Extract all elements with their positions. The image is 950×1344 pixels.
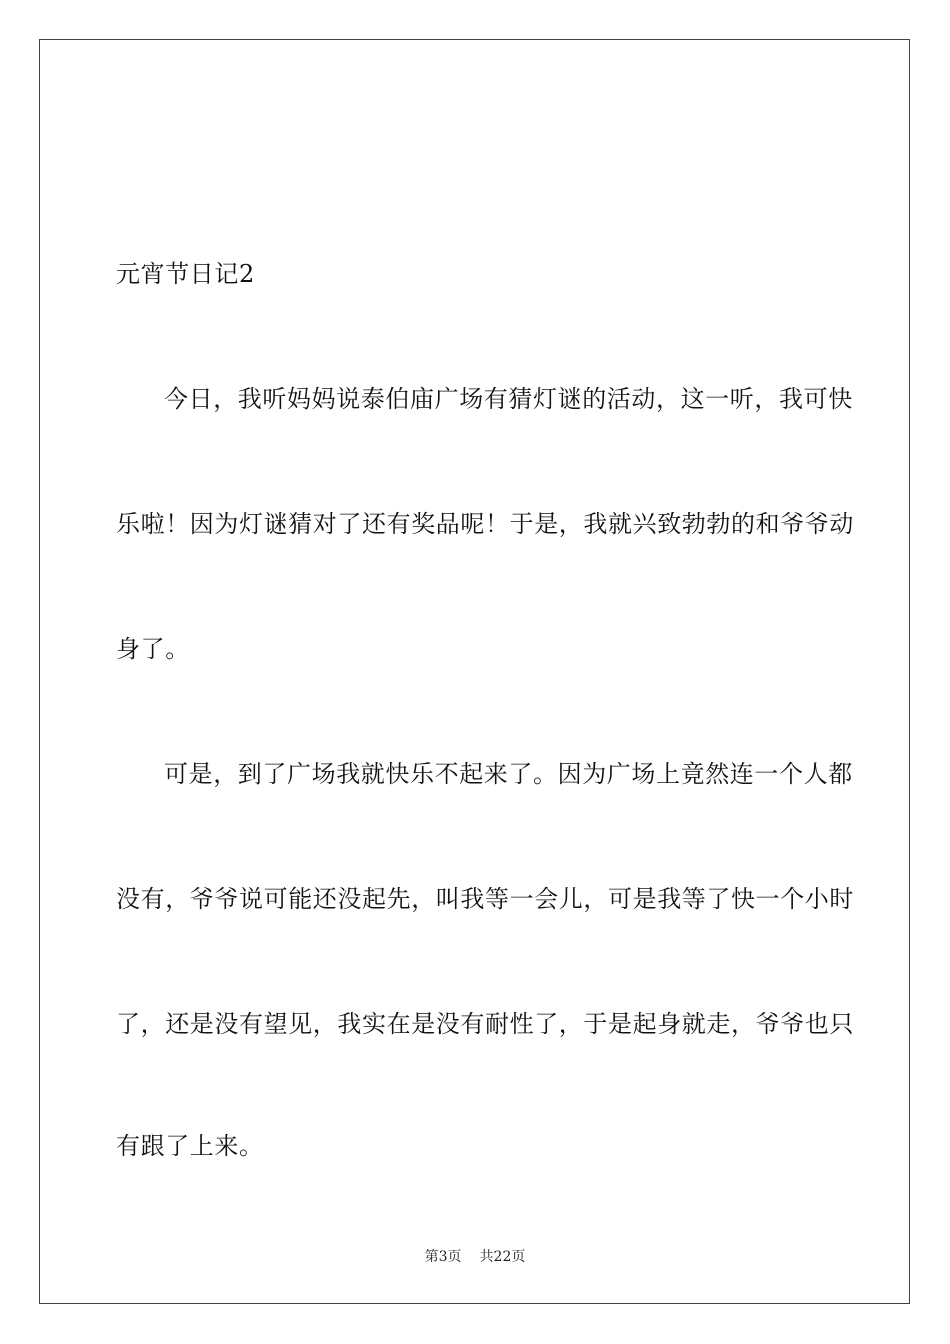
paragraph-2-line-2: 没有，爷爷说可能还没起先，叫我等一会儿，可是我等了快一个小时 bbox=[116, 885, 854, 913]
paragraph-2-line-1: 可是，到了广场我就快乐不起来了。因为广场上竟然连一个人都 bbox=[164, 760, 853, 788]
paragraph-1-line-1: 今日，我听妈妈说泰伯庙广场有猜灯谜的活动，这一听，我可快 bbox=[164, 385, 853, 413]
page-footer bbox=[0, 1248, 950, 1266]
paragraph-2-line-4: 有跟了上来。 bbox=[116, 1132, 264, 1160]
paragraph-1-line-3: 身了。 bbox=[116, 635, 190, 663]
document-title: 元宵节日记2 bbox=[116, 260, 255, 288]
page-border bbox=[39, 39, 910, 1304]
page-total: 共22页 bbox=[479, 1249, 526, 1265]
paragraph-2-line-3: 了，还是没有望见，我实在是没有耐性了，于是起身就走，爷爷也只 bbox=[116, 1010, 854, 1038]
page-number: 第3页 bbox=[424, 1249, 462, 1265]
paragraph-1-line-2: 乐啦！因为灯谜猜对了还有奖品呢！于是，我就兴致勃勃的和爷爷动 bbox=[116, 510, 854, 538]
